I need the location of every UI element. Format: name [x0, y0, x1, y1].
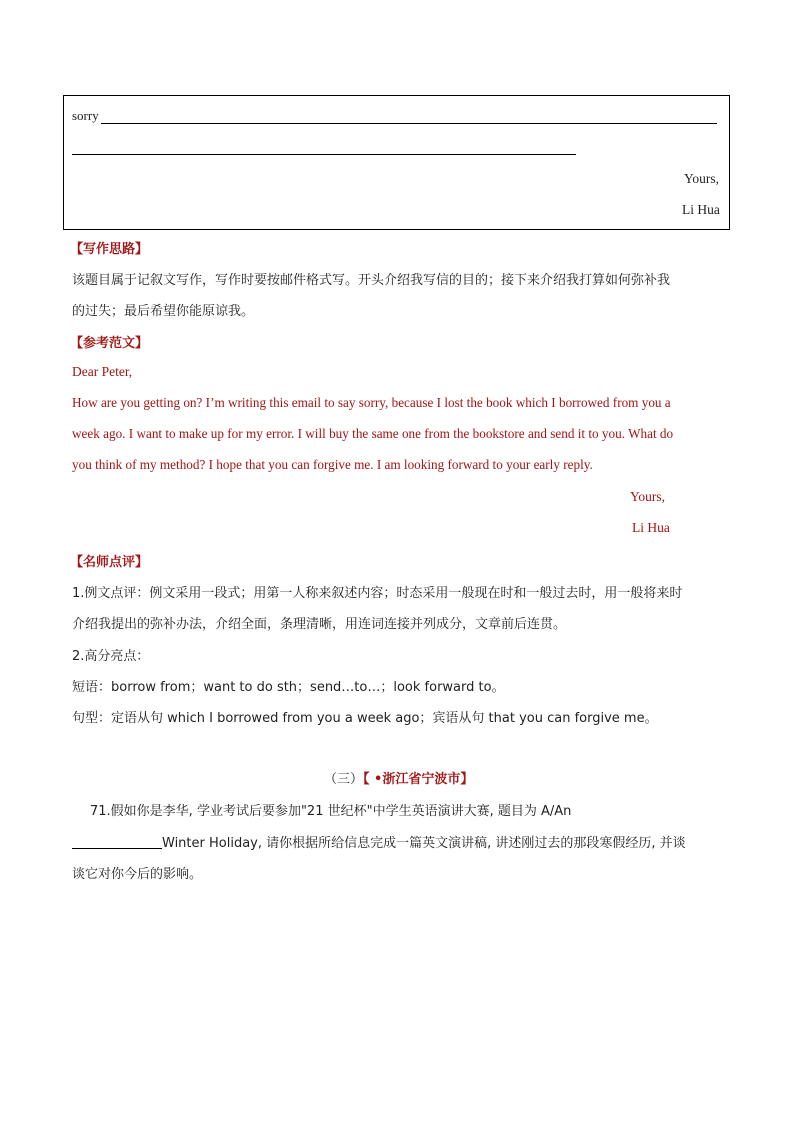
comments-heading: 【名师点评】: [70, 555, 149, 570]
letter-closing: Yours,: [684, 171, 720, 186]
letter-signature: Li Hua: [682, 202, 720, 217]
answer-line: [72, 154, 576, 155]
comments-line: 1.例文点评：例文采用一段式；用第一人称来叙述内容；时态采用一般现在时和一般过去时，用一般将来时: [72, 586, 683, 601]
answer-blank: [72, 848, 162, 849]
letter-box: [63, 95, 730, 230]
comments-sentences: 句型：定语从句 which I borrowed from you a week ago；宾语从句 that you can forgive me。: [72, 711, 658, 726]
sorry-label: sorry: [72, 108, 99, 123]
comments-phrases: 短语：borrow from；want to do sth；send…to…；look forward to。: [72, 680, 505, 695]
sample-line: week ago. I want to make up for my error. I will buy the same one from the bookstore and send it to you. What do: [72, 426, 674, 441]
comments-line: 介绍我提出的弥补办法，介绍全面，条理清晰，用连词连接并列成分，文章前后连贯。: [72, 617, 567, 632]
sample-greeting: Dear Peter,: [72, 364, 133, 379]
section-title: [324, 768, 473, 787]
writing-ideas-line: 该题目属于记叙文写作，写作时要按邮件格式写。开头介绍我写信的目的；接下来介绍我打算如何弥补我: [72, 273, 671, 288]
writing-ideas-line: 的过失；最后希望你能原谅我。: [72, 304, 255, 319]
question-line: 71.假如你是李华, 学业考试后要参加"21 世纪杯"中学生英语演讲大赛, 题目为 A/An: [90, 804, 572, 819]
answer-line: [101, 123, 717, 124]
section-title-tag: 【 •浙江省宁波市】: [363, 772, 474, 787]
question-line: Winter Holiday, 请你根据所给信息完成一篇英文演讲稿, 讲述刚过去的那段寒假经历, 并谈: [162, 836, 686, 851]
comments-line: 2.高分亮点：: [72, 649, 150, 664]
sample-signature: Li Hua: [632, 520, 670, 535]
writing-ideas-heading: 【写作思路】: [70, 242, 149, 257]
sample-essay-heading: 【参考范文】: [70, 336, 149, 351]
question-line: 谈它对你今后的影响。: [72, 867, 203, 882]
sample-line: How are you getting on? I’m writing this email to say sorry, because I lost the book which I borrowed from you a: [72, 395, 671, 410]
sample-line: you think of my method? I hope that you can forgive me. I am looking forward to your early reply.: [72, 457, 593, 472]
section-title-prefix: （三）: [324, 772, 364, 787]
sample-closing: Yours,: [630, 489, 666, 504]
